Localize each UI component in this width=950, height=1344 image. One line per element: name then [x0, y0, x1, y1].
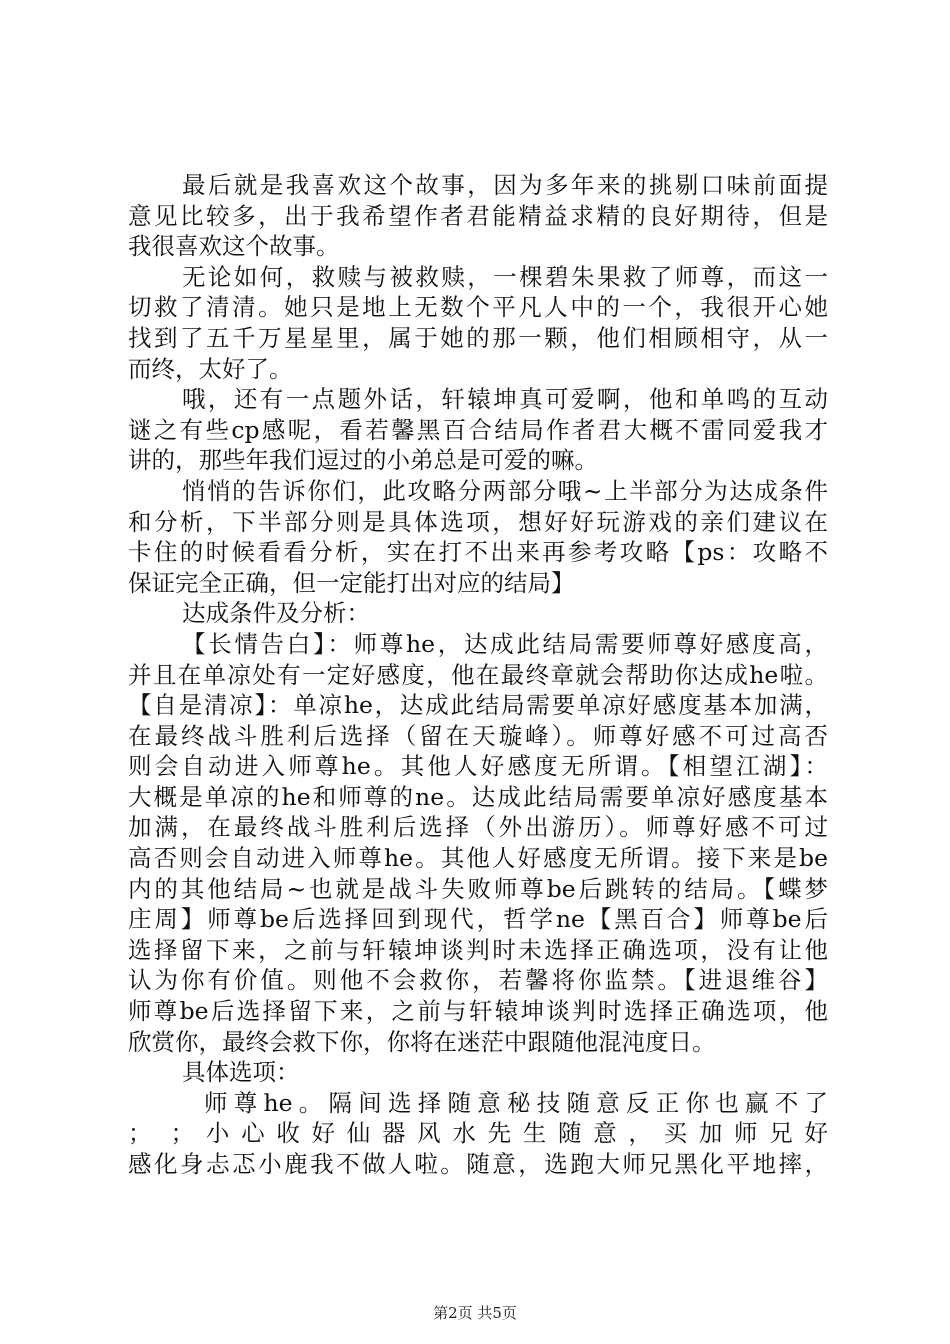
text-line: 在最终战斗胜利后选择（留在天璇峰）。师尊好感不可过高否: [128, 721, 828, 750]
text-line: 感化身忐忑小鹿我不做人啦。随意，选跑大师兄黑化平地摔，: [128, 1150, 828, 1178]
text-line: 大概是单凉的he和师尊的ne。达成此结局需要单凉好感度基本: [128, 782, 828, 811]
text-line: 而终，太好了。: [128, 354, 293, 383]
text-line: 切救了清清。她只是地上无数个平凡人中的一个，我很开心她: [128, 293, 828, 322]
text-line: 达成条件及分析：: [182, 599, 370, 628]
body-text: [128, 170, 828, 1180]
text-line: 认为你有价值。则他不会救你，若馨将你监禁。【进退维谷】: [128, 966, 828, 995]
text-line: 师尊he。隔间选择随意秘技随意反正你也赢不了: [204, 1088, 828, 1117]
text-line: 【自是清凉】：单凉he，达成此结局需要单凉好感度基本加满，: [128, 691, 828, 720]
text-line: 【长情告白】：师尊he，达成此结局需要师尊好感度高，: [182, 629, 828, 658]
text-line: 哦，还有一点题外话，轩辕坤真可爱啊，他和单鸣的互动: [182, 385, 828, 414]
text-line: 讲的，那些年我们逗过的小弟总是可爱的嘛。: [128, 446, 598, 475]
text-line: 悄悄的告诉你们，此攻略分两部分哦~上半部分为达成条件: [182, 476, 828, 505]
text-line: 卡住的时候看看分析，实在打不出来再参考攻略【ps：攻略不: [128, 538, 828, 567]
text-line: 欣赏你，最终会救下你，你将在迷茫中跟随他混沌度日。: [128, 1027, 716, 1056]
text-line: 最后就是我喜欢这个故事，因为多年来的挑剔口味前面提: [182, 171, 828, 199]
text-line: 师尊be后选择留下来，之前与轩辕坤谈判时选择正确选项，他: [128, 997, 828, 1026]
text-line: 庄周】师尊be后选择回到现代，哲学ne【黑百合】师尊be后: [128, 905, 828, 934]
text-line: 和分析，下半部分则是具体选项，想好好玩游戏的亲们建议在: [128, 507, 828, 536]
text-line: 谜之有些cp感呢，看若馨黑百合结局作者君大概不雷同爱我才: [128, 415, 828, 444]
text-line: 我很喜欢这个故事。: [128, 232, 340, 261]
text-line: 保证完全正确，但一定能打出对应的结局】: [128, 568, 575, 597]
page-footer: 第2页 共5页: [433, 1304, 517, 1322]
text-line: 则会自动进入师尊he。其他人好感度无所谓。【相望江湖】：: [128, 752, 828, 781]
text-line: 高否则会自动进入师尊he。其他人好感度无所谓。接下来是be: [128, 844, 828, 873]
text-line: 无论如何，救赎与被救赎，一棵碧朱果救了师尊，而这一: [182, 262, 828, 291]
text-line: 找到了五千万星星里，属于她的那一颗，他们相顾相守，从一: [128, 323, 828, 352]
text-line: 意见比较多，出于我希望作者君能精益求精的良好期待，但是: [128, 201, 828, 230]
text-line: 内的其他结局~也就是战斗失败师尊be后跳转的结局。【蝶梦: [128, 874, 828, 903]
text-line: 并且在单凉处有一定好感度，他在最终章就会帮助你达成he啦。: [128, 660, 828, 689]
text-line: 选择留下来，之前与轩辕坤谈判时未选择正确选项，没有让他: [128, 935, 828, 964]
text-line: 具体选项：: [182, 1058, 300, 1087]
text-line: ； ；小心收好仙器风水先生随意，买加师兄好: [128, 1119, 828, 1148]
text-line: 加满，在最终战斗胜利后选择（外出游历）。师尊好感不可过: [128, 813, 828, 842]
